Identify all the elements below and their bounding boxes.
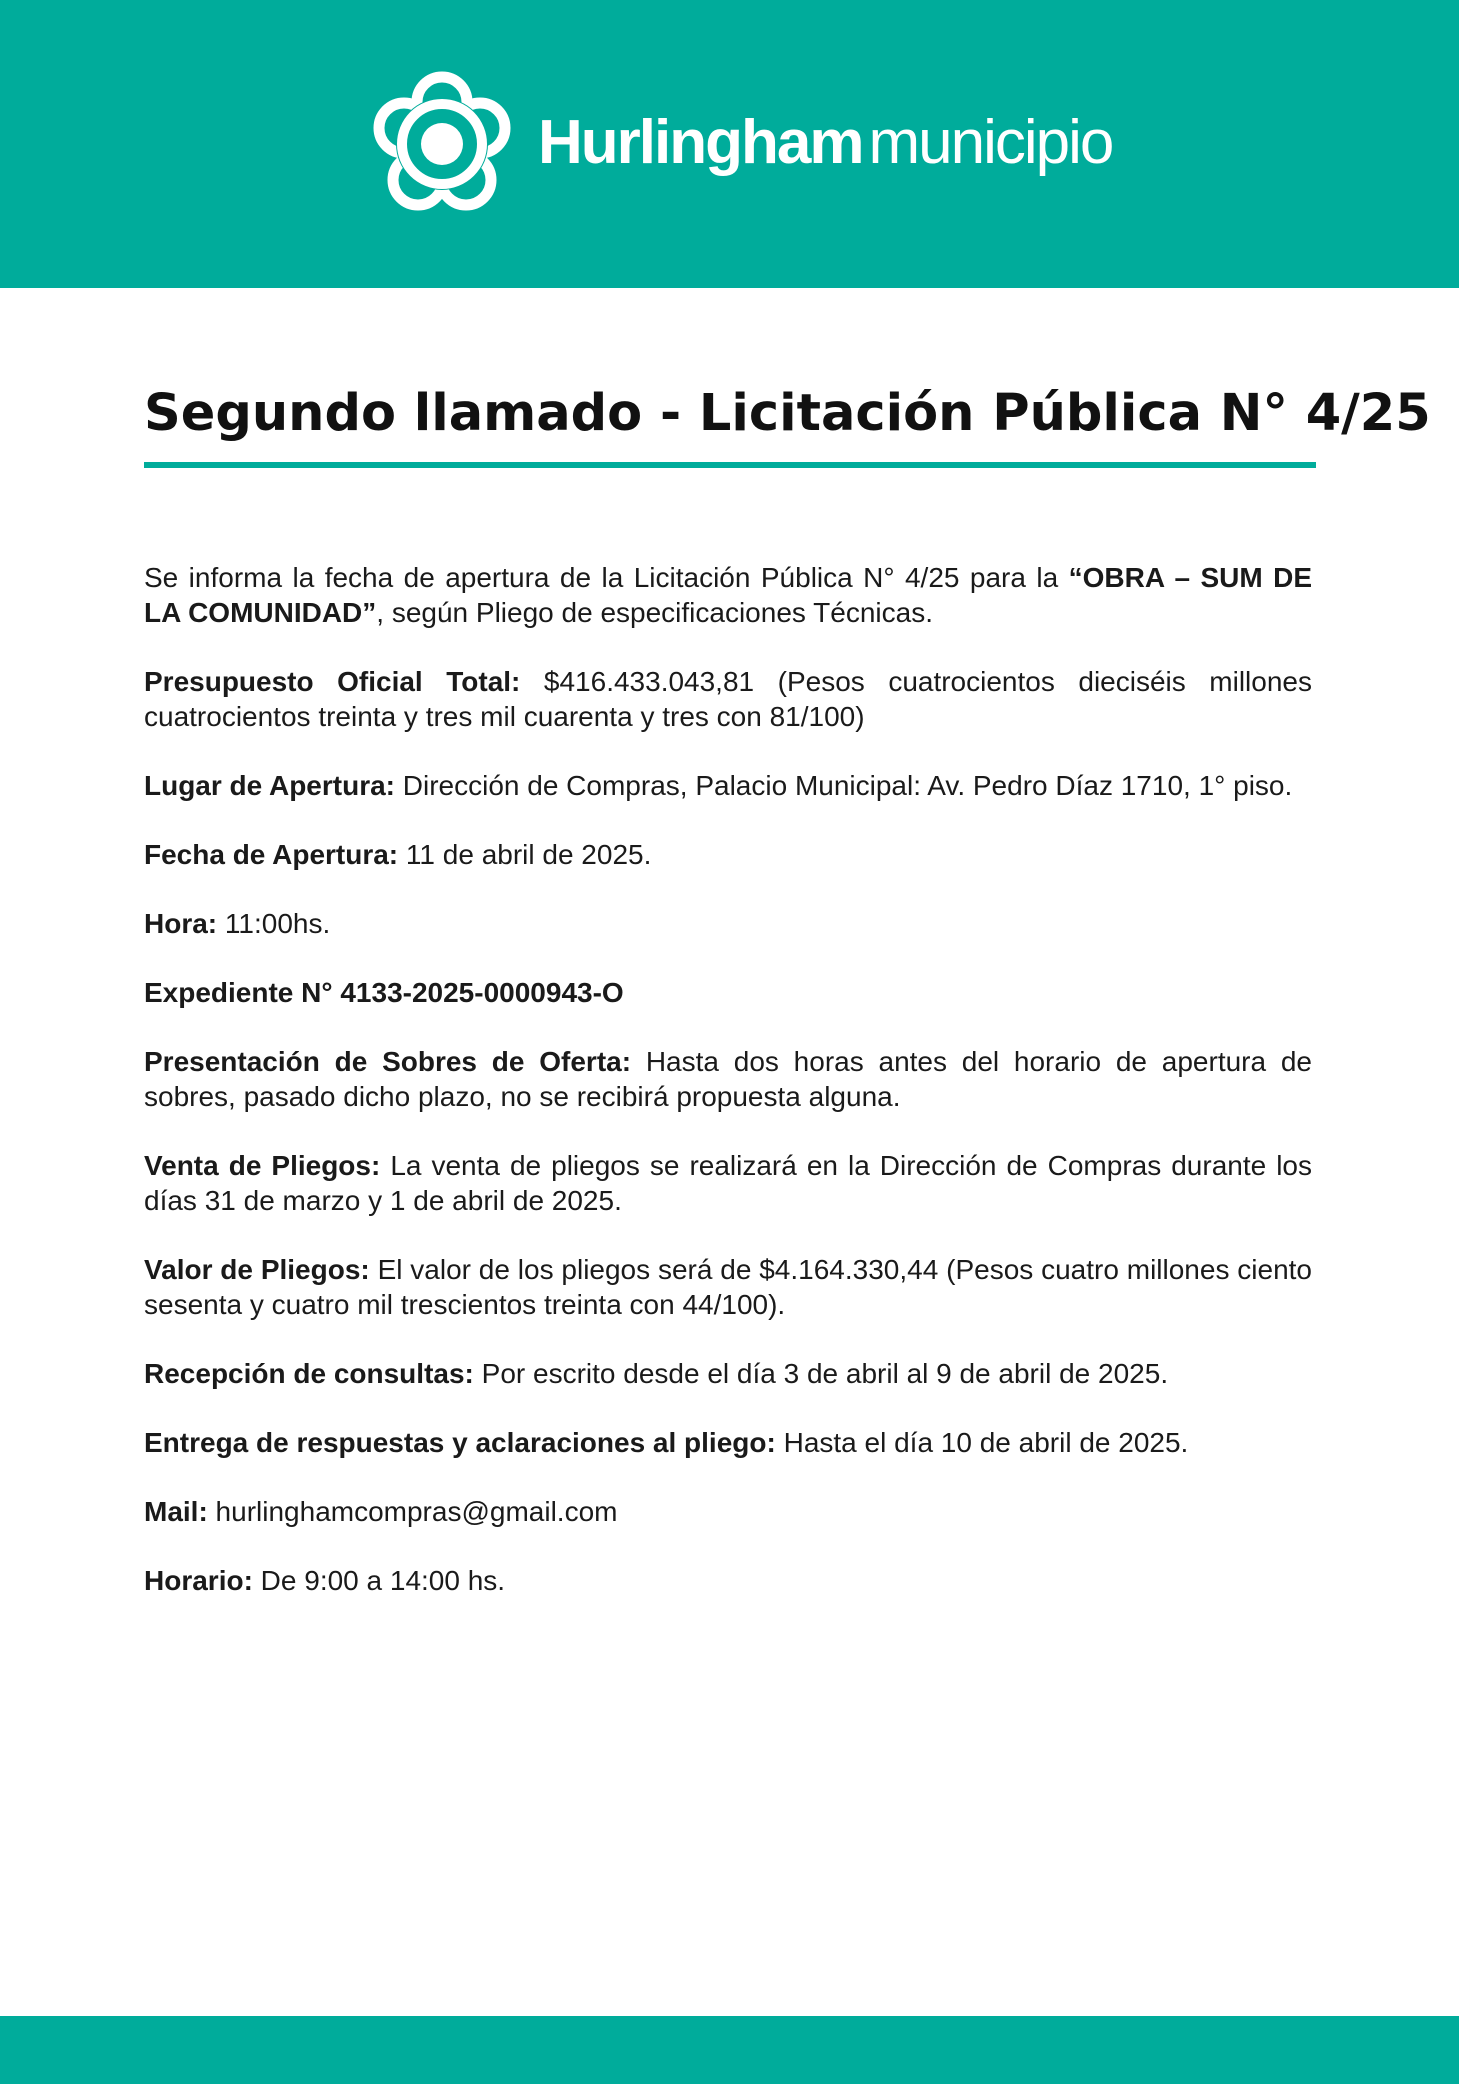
field-value: De 9:00 a 14:00 hs. bbox=[252, 1565, 506, 1596]
title-underline bbox=[144, 462, 1316, 468]
field-label: Lugar de Apertura: bbox=[144, 770, 395, 801]
lugar-apertura-paragraph bbox=[144, 768, 1312, 803]
field-label: Mail: bbox=[144, 1496, 208, 1527]
field-value: Hasta el día 10 de abril de 2025. bbox=[775, 1427, 1189, 1458]
intro-text-end: , según Pliego de especificaciones Técnicas. bbox=[376, 597, 933, 628]
logo-wordmark bbox=[538, 108, 1113, 177]
municipio-logo bbox=[372, 70, 1112, 216]
presupuesto-paragraph bbox=[144, 664, 1312, 734]
flower-logo-icon bbox=[372, 70, 512, 216]
valor-pliegos-paragraph bbox=[144, 1252, 1312, 1322]
field-label: Fecha de Apertura: bbox=[144, 839, 399, 870]
field-value: 11:00hs. bbox=[217, 908, 331, 939]
field-label: Presupuesto Oficial Total: bbox=[144, 666, 521, 697]
field-value: Dirección de Compras, Palacio Municipal: Av. Pedro Díaz 1710, 1° piso. bbox=[395, 770, 1293, 801]
field-label: Presentación de Sobres de Oferta: bbox=[144, 1046, 632, 1077]
field-label: Hora: bbox=[144, 908, 218, 939]
presentacion-sobres-paragraph bbox=[144, 1044, 1312, 1114]
field-value: $416.433.043,81 (Pesos cuatrocientos dieciséis millones cuatrocientos treinta y tres mil cuarenta y tres con 81/100) bbox=[144, 666, 1312, 732]
field-value: Hasta dos horas antes del horario de apertura de sobres, pasado dicho plazo, no se recibirá propuesta alguna. bbox=[144, 1046, 1312, 1112]
hora-paragraph bbox=[144, 906, 1312, 941]
field-label: Entrega de respuestas y aclaraciones al pliego: bbox=[144, 1427, 776, 1458]
intro-project-name: “OBRA – SUM DE LA COMUNIDAD” bbox=[144, 562, 1312, 628]
field-label: Horario: bbox=[144, 1565, 253, 1596]
field-label: Valor de Pliegos: bbox=[144, 1254, 370, 1285]
expediente-paragraph bbox=[144, 975, 1312, 1010]
logo-suffix: municipio bbox=[868, 108, 1113, 177]
intro-text: Se informa la fecha de apertura de la Licitación Pública N° 4/25 para la bbox=[144, 562, 1069, 593]
email-address: hurlinghamcompras@gmail.com bbox=[207, 1496, 618, 1527]
field-value: El valor de los pliegos será de $4.164.330,44 (Pesos cuatro millones ciento sesenta y cuatro mil trescientos treinta con 44/100). bbox=[144, 1254, 1312, 1320]
fecha-apertura-paragraph bbox=[144, 837, 1312, 872]
page-title: Segundo llamado - Licitación Pública N° 4/25 bbox=[144, 384, 1431, 443]
entrega-respuestas-paragraph bbox=[144, 1425, 1312, 1460]
field-label: Recepción de consultas: bbox=[144, 1358, 474, 1389]
header-band bbox=[0, 0, 1459, 288]
recepcion-consultas-paragraph bbox=[144, 1356, 1312, 1391]
field-value: Por escrito desde el día 3 de abril al 9 de abril de 2025. bbox=[473, 1358, 1169, 1389]
venta-pliegos-paragraph bbox=[144, 1148, 1312, 1218]
document-body bbox=[144, 560, 1312, 1632]
logo-brand: Hurlingham bbox=[538, 108, 863, 177]
field-value: La venta de pliegos se realizará en la Dirección de Compras durante los días 31 de marzo y 1 de abril de 2025. bbox=[144, 1150, 1312, 1216]
horario-paragraph bbox=[144, 1563, 1312, 1598]
field-label: Venta de Pliegos: bbox=[144, 1150, 381, 1181]
field-label: Expediente N° 4133-2025-0000943-O bbox=[144, 977, 624, 1008]
field-value: 11 de abril de 2025. bbox=[398, 839, 652, 870]
mail-paragraph bbox=[144, 1494, 1312, 1529]
intro-paragraph bbox=[144, 560, 1312, 630]
footer-band bbox=[0, 2016, 1459, 2084]
